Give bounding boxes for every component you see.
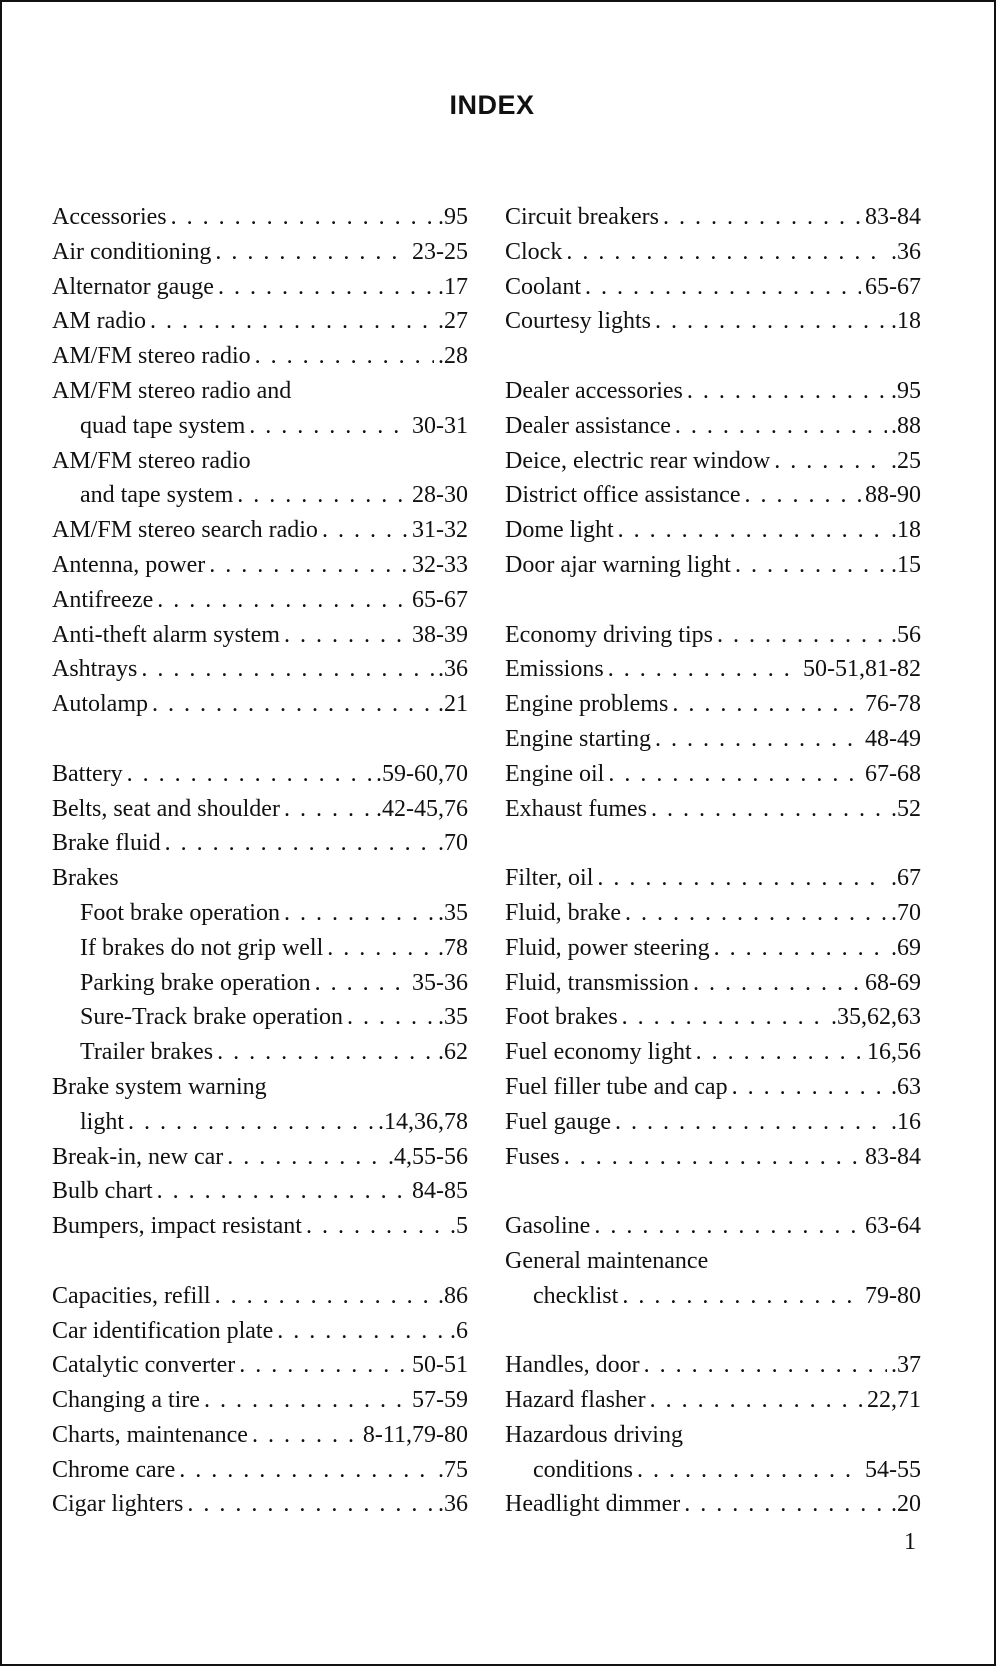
- index-entry-label: If brakes do not grip well: [80, 934, 324, 961]
- index-entry-pages: 31-32: [412, 517, 468, 544]
- index-entry-label: Sure-Track brake operation: [80, 1004, 344, 1031]
- index-entry-label: Car identification plate: [52, 1317, 274, 1344]
- index-entry: [505, 374, 921, 409]
- index-subentry: [52, 1105, 468, 1140]
- index-entry-label: Catalytic converter: [52, 1352, 236, 1379]
- index-entry-label: Deice, electric rear window: [505, 447, 771, 474]
- dot-leader: [217, 1035, 434, 1070]
- dot-leader: [663, 200, 861, 235]
- dot-leader: [227, 1140, 384, 1175]
- dot-leader: [644, 1348, 887, 1383]
- index-entry: [505, 966, 921, 1001]
- dot-leader: [150, 304, 434, 339]
- index-entry-label: Engine oil: [505, 760, 605, 787]
- dot-leader: [284, 896, 434, 931]
- index-entry: [505, 513, 921, 548]
- index-entry-pages: 23-25: [412, 238, 468, 265]
- index-entry: [52, 1174, 468, 1209]
- index-entry-label: Foot brake operation: [80, 899, 280, 926]
- index-entry-pages: 22,71: [867, 1387, 921, 1414]
- index-entry: [52, 687, 468, 722]
- dot-leader: [615, 1105, 887, 1140]
- index-entry-pages: .88: [891, 412, 921, 439]
- dot-leader: [141, 652, 434, 687]
- index-entry-pages: .70: [891, 899, 921, 926]
- index-entry-label: Fuel economy light: [505, 1039, 692, 1066]
- index-entry: [505, 548, 921, 583]
- index-entry-pages: 79-80: [865, 1282, 921, 1309]
- index-subentry: [505, 1279, 921, 1314]
- dot-leader: [179, 1453, 434, 1488]
- dot-leader: [622, 1279, 861, 1314]
- dot-leader: [218, 270, 434, 305]
- index-entry: [505, 1209, 921, 1244]
- dot-leader: [672, 687, 861, 722]
- dot-leader: [306, 1209, 446, 1244]
- dot-leader: [128, 1105, 374, 1140]
- index-entry: [505, 896, 921, 931]
- index-entry-pages: 16,56: [867, 1039, 921, 1066]
- dot-leader: [187, 1487, 434, 1522]
- index-entry: [505, 1383, 921, 1418]
- index-entry-label: Emissions: [505, 656, 604, 683]
- index-entry-pages: 48-49: [865, 725, 921, 752]
- index-entry-pages: .70: [438, 830, 468, 857]
- index-entry: [52, 1279, 468, 1314]
- index-entry: [505, 861, 921, 896]
- dot-leader: [774, 444, 887, 479]
- index-entry-label: Circuit breakers: [505, 204, 659, 230]
- index-subentry: [52, 931, 468, 966]
- index-entry: [52, 1487, 468, 1522]
- index-entry-label: Air conditioning: [52, 238, 212, 265]
- index-subentry: [52, 896, 468, 931]
- index-entry-pages: .42-45,76: [376, 795, 468, 822]
- index-entry: [505, 1244, 921, 1279]
- index-entry-label: Fluid, power steering: [505, 934, 710, 961]
- dot-leader: [165, 826, 434, 861]
- dot-leader: [564, 1140, 861, 1175]
- index-entry-label: Bumpers, impact resistant: [52, 1213, 302, 1240]
- index-entry-pages: 57-59: [412, 1387, 468, 1414]
- dot-leader: [585, 270, 861, 305]
- index-entry-label: Door ajar warning light: [505, 551, 731, 578]
- dot-leader: [650, 1383, 863, 1418]
- index-section-gap: [505, 583, 921, 618]
- index-entry-label: Engine starting: [505, 725, 651, 752]
- index-entry-pages: .35: [438, 1004, 468, 1031]
- index-entry: [52, 1453, 468, 1488]
- index-section-gap: [52, 1244, 468, 1279]
- index-entry-pages: .17: [438, 273, 468, 300]
- index-entry-pages: .16: [891, 1108, 921, 1135]
- index-entry-pages: 68-69: [865, 969, 921, 996]
- index-entry-label: Anti-theft alarm system: [52, 621, 280, 648]
- index-entry: [505, 1000, 921, 1035]
- index-entry: [52, 513, 468, 548]
- index-entry-label: Trailer brakes: [80, 1039, 214, 1066]
- dot-leader: [157, 1174, 408, 1209]
- index-entry: [52, 235, 468, 270]
- index-entry-label: Dealer assistance: [505, 412, 671, 439]
- dot-leader: [684, 1487, 887, 1522]
- dot-leader: [284, 792, 372, 827]
- index-entry-label: Fluid, transmission: [505, 969, 690, 996]
- index-entry-pages: .95: [438, 204, 468, 230]
- index-entry: [505, 1105, 921, 1140]
- index-entry-pages: .18: [891, 308, 921, 335]
- index-entry: [505, 1035, 921, 1070]
- index-entry: [52, 339, 468, 374]
- index-entry-pages: .63: [891, 1073, 921, 1100]
- dot-leader: [215, 1279, 434, 1314]
- index-entry: [52, 444, 468, 479]
- index-entry-pages: .69: [891, 934, 921, 961]
- index-entry-label: Foot brakes: [505, 1004, 618, 1031]
- index-entry-pages: 8-11,79-80: [362, 1421, 468, 1448]
- dot-leader: [277, 1314, 446, 1349]
- index-entry-label: Belts, seat and shoulder: [52, 795, 280, 822]
- index-section-gap: [505, 1174, 921, 1209]
- index-entry-pages: .18: [891, 517, 921, 544]
- index-entry: [52, 652, 468, 687]
- index-entry: [505, 304, 921, 339]
- index-entry-pages: .15: [891, 551, 921, 578]
- index-entry-pages: .35,62,63: [831, 1004, 921, 1031]
- dot-leader: [608, 757, 861, 792]
- dot-leader: [157, 583, 408, 618]
- index-entry: [52, 618, 468, 653]
- index-entry-label: Coolant: [505, 273, 581, 300]
- dot-leader: [239, 1348, 408, 1383]
- index-entry: [505, 235, 921, 270]
- index-entry: [505, 1418, 921, 1453]
- dot-leader: [204, 1383, 408, 1418]
- index-entry-label: Charts, maintenance: [52, 1421, 248, 1448]
- index-entry-pages: .20: [891, 1491, 921, 1518]
- index-entry-label: Economy driving tips: [505, 621, 713, 648]
- index-entry: [505, 618, 921, 653]
- dot-leader: [255, 339, 434, 374]
- index-entry-pages: 65-67: [865, 273, 921, 300]
- index-entry-pages: 50-51: [412, 1352, 468, 1379]
- index-section-gap: [505, 339, 921, 374]
- index-entry-label: Dome light: [505, 517, 614, 544]
- index-entry-label: Headlight dimmer: [505, 1491, 681, 1518]
- index-entry-label: Antifreeze: [52, 586, 154, 613]
- index-entry-label: Antenna, power: [52, 551, 206, 578]
- dot-leader: [127, 757, 372, 792]
- index-section-gap: [505, 1314, 921, 1349]
- index-entry: [505, 478, 921, 513]
- index-entry-pages: 63-64: [865, 1213, 921, 1240]
- index-entry: [505, 1487, 921, 1522]
- dot-leader: [687, 374, 887, 409]
- index-entry-pages: 54-55: [865, 1456, 921, 1483]
- index-entry-pages: .36: [438, 656, 468, 683]
- dot-leader: [608, 652, 799, 687]
- index-entry-pages: 76-78: [865, 691, 921, 718]
- index-entry-label: quad tape system: [80, 412, 246, 439]
- index-entry: [52, 1348, 468, 1383]
- index-entry: [52, 757, 468, 792]
- index-entry-label: Parking brake operation: [80, 969, 311, 996]
- index-entry-pages: 35-36: [412, 969, 468, 996]
- index-entry-label: light: [80, 1108, 125, 1135]
- index-entry-pages: .36: [891, 238, 921, 265]
- index-entry-pages: .4,55-56: [388, 1143, 468, 1170]
- dot-leader: [171, 200, 434, 235]
- index-entry-pages: .25: [891, 447, 921, 474]
- index-entry-pages: .14,36,78: [378, 1108, 468, 1135]
- dot-leader: [322, 513, 408, 548]
- index-entry-pages: 30-31: [412, 412, 468, 439]
- index-entry-label: AM/FM stereo radio and: [52, 377, 292, 404]
- index-entry-pages: .37: [891, 1352, 921, 1379]
- index-entry-label: Gasoline: [505, 1213, 591, 1240]
- index-column-left: [52, 200, 468, 1522]
- index-entry-pages: .59-60,70: [376, 760, 468, 787]
- index-entry-pages: 83-84: [865, 204, 921, 230]
- index-entry-label: Hazard flasher: [505, 1387, 646, 1414]
- dot-leader: [735, 548, 887, 583]
- index-entry-pages: .67: [891, 865, 921, 892]
- index-entry-pages: .52: [891, 795, 921, 822]
- page-title: INDEX: [449, 90, 535, 120]
- index-entry: [52, 304, 468, 339]
- index-subentry: [52, 1000, 468, 1035]
- index-entry: [52, 1418, 468, 1453]
- index-entry: [52, 1070, 468, 1105]
- index-entry-label: Break-in, new car: [52, 1143, 224, 1170]
- index-entry-pages: .27: [438, 308, 468, 335]
- dot-leader: [597, 861, 887, 896]
- index-entry-label: Alternator gauge: [52, 273, 214, 300]
- index-entry: [505, 687, 921, 722]
- index-entry: [505, 1348, 921, 1383]
- index-entry-label: Capacities, refill: [52, 1282, 211, 1309]
- dot-leader: [693, 966, 861, 1001]
- dot-leader: [284, 618, 408, 653]
- index-subentry: [52, 478, 468, 513]
- index-entry-pages: .62: [438, 1039, 468, 1066]
- index-entry-label: Fluid, brake: [505, 899, 621, 926]
- index-entry: [505, 270, 921, 305]
- index-entry-label: General maintenance: [505, 1247, 709, 1274]
- index-entry: [52, 792, 468, 827]
- index-entry: [52, 826, 468, 861]
- index-entry: [52, 548, 468, 583]
- index-entry-pages: 65-67: [412, 586, 468, 613]
- index-entry: [52, 374, 468, 409]
- index-entry-pages: 88-90: [865, 482, 921, 509]
- index-entry-pages: .36: [438, 1491, 468, 1518]
- index-entry-label: Fuel filler tube and cap: [505, 1073, 728, 1100]
- index-entry-label: AM/FM stereo radio: [52, 343, 251, 370]
- index-entry-label: conditions: [533, 1456, 633, 1483]
- index-subentry: [505, 1453, 921, 1488]
- index-section-gap: [505, 826, 921, 861]
- index-entry-pages: .35: [438, 899, 468, 926]
- index-entry-pages: .95: [891, 377, 921, 404]
- dot-leader: [714, 931, 887, 966]
- index-entry-label: Chrome care: [52, 1456, 176, 1483]
- dot-leader: [651, 792, 887, 827]
- index-entry-label: Fuses: [505, 1143, 560, 1170]
- page-number: 1: [904, 1529, 916, 1555]
- dot-leader: [315, 966, 408, 1001]
- index-entry-label: AM/FM stereo radio: [52, 447, 251, 474]
- index-entry-pages: 84-85: [412, 1178, 468, 1205]
- dot-leader: [744, 478, 861, 513]
- dot-leader: [655, 722, 861, 757]
- index-entry: [505, 792, 921, 827]
- index-entry-pages: .86: [438, 1282, 468, 1309]
- index-entry: [505, 931, 921, 966]
- dot-leader: [637, 1453, 861, 1488]
- index-entry: [505, 652, 921, 687]
- dot-leader: [625, 896, 887, 931]
- index-entry: [52, 270, 468, 305]
- index-subentry: [52, 966, 468, 1001]
- index-entry-label: District office assistance: [505, 482, 741, 509]
- dot-leader: [717, 618, 887, 653]
- index-entry-label: Dealer accessories: [505, 377, 683, 404]
- index-entry: [52, 583, 468, 618]
- index-entry-pages: .5: [450, 1213, 468, 1240]
- index-entry-label: Courtesy lights: [505, 308, 652, 335]
- index-entry-label: Exhaust fumes: [505, 795, 647, 822]
- dot-leader: [252, 1418, 359, 1453]
- dot-leader: [215, 235, 408, 270]
- dot-leader: [327, 931, 434, 966]
- index-entry-label: Brake system warning: [52, 1073, 267, 1100]
- dot-leader: [732, 1070, 887, 1105]
- dot-leader: [675, 409, 887, 444]
- index-entry-label: Clock: [505, 238, 563, 265]
- index-entry-pages: .6: [450, 1317, 468, 1344]
- index-entry-pages: 38-39: [412, 621, 468, 648]
- dot-leader: [594, 1209, 861, 1244]
- index-entry-label: Battery: [52, 760, 123, 787]
- index-entry-pages: .56: [891, 621, 921, 648]
- index-entry-label: checklist: [533, 1282, 619, 1309]
- index-subentry: [52, 409, 468, 444]
- index-entry: [505, 722, 921, 757]
- index-entry-label: Fuel gauge: [505, 1108, 611, 1135]
- dot-leader: [618, 513, 887, 548]
- index-entry-label: Autolamp: [52, 691, 148, 718]
- index-entry-label: Handles, door: [505, 1352, 640, 1379]
- index-entry-label: Accessories: [52, 204, 167, 230]
- index-entry: [505, 409, 921, 444]
- index-entry: [52, 861, 468, 896]
- index-entry: [505, 200, 921, 235]
- index-entry: [52, 1209, 468, 1244]
- dot-leader: [696, 1035, 863, 1070]
- index-entry-label: and tape system: [80, 482, 234, 509]
- index-entry: [52, 1314, 468, 1349]
- index-entry: [52, 1140, 468, 1175]
- index-entry-label: Brake fluid: [52, 830, 161, 857]
- dot-leader: [655, 304, 887, 339]
- dot-leader: [347, 1000, 434, 1035]
- index-entry-label: Cigar lighters: [52, 1491, 184, 1518]
- index-entry-pages: 67-68: [865, 760, 921, 787]
- index-entry-label: Changing a tire: [52, 1387, 200, 1414]
- index-subentry: [52, 1035, 468, 1070]
- index-entry-label: Ashtrays: [52, 656, 138, 683]
- index-entry-pages: 32-33: [412, 551, 468, 578]
- dot-leader: [249, 409, 408, 444]
- index-entry-pages: .78: [438, 934, 468, 961]
- index-entry-pages: 83-84: [865, 1143, 921, 1170]
- index-entry-pages: 28-30: [412, 482, 468, 509]
- index-entry: [52, 1383, 468, 1418]
- index-entry-label: AM/FM stereo search radio: [52, 517, 318, 544]
- index-entry-label: Filter, oil: [505, 865, 594, 892]
- dot-leader: [566, 235, 887, 270]
- dot-leader: [622, 1000, 827, 1035]
- index-entry-label: Hazardous driving: [505, 1421, 683, 1448]
- index-section-gap: [52, 722, 468, 757]
- dot-leader: [209, 548, 408, 583]
- index-entry-pages: 50-51,81-82: [803, 656, 921, 683]
- dot-leader: [152, 687, 434, 722]
- index-entry: [505, 444, 921, 479]
- index-entry: [505, 1070, 921, 1105]
- index-column-right: [505, 200, 921, 1522]
- index-entry: [505, 1140, 921, 1175]
- index-entry: [505, 757, 921, 792]
- index-entry-label: Bulb chart: [52, 1178, 153, 1205]
- index-entry-label: Engine problems: [505, 691, 669, 718]
- index-entry-label: AM radio: [52, 308, 146, 335]
- index-entry-pages: .21: [438, 691, 468, 718]
- index-entry: [52, 200, 468, 235]
- index-entry-pages: .28: [438, 343, 468, 370]
- index-entry-label: Brakes: [52, 865, 119, 892]
- index-entry-pages: .75: [438, 1456, 468, 1483]
- dot-leader: [237, 478, 408, 513]
